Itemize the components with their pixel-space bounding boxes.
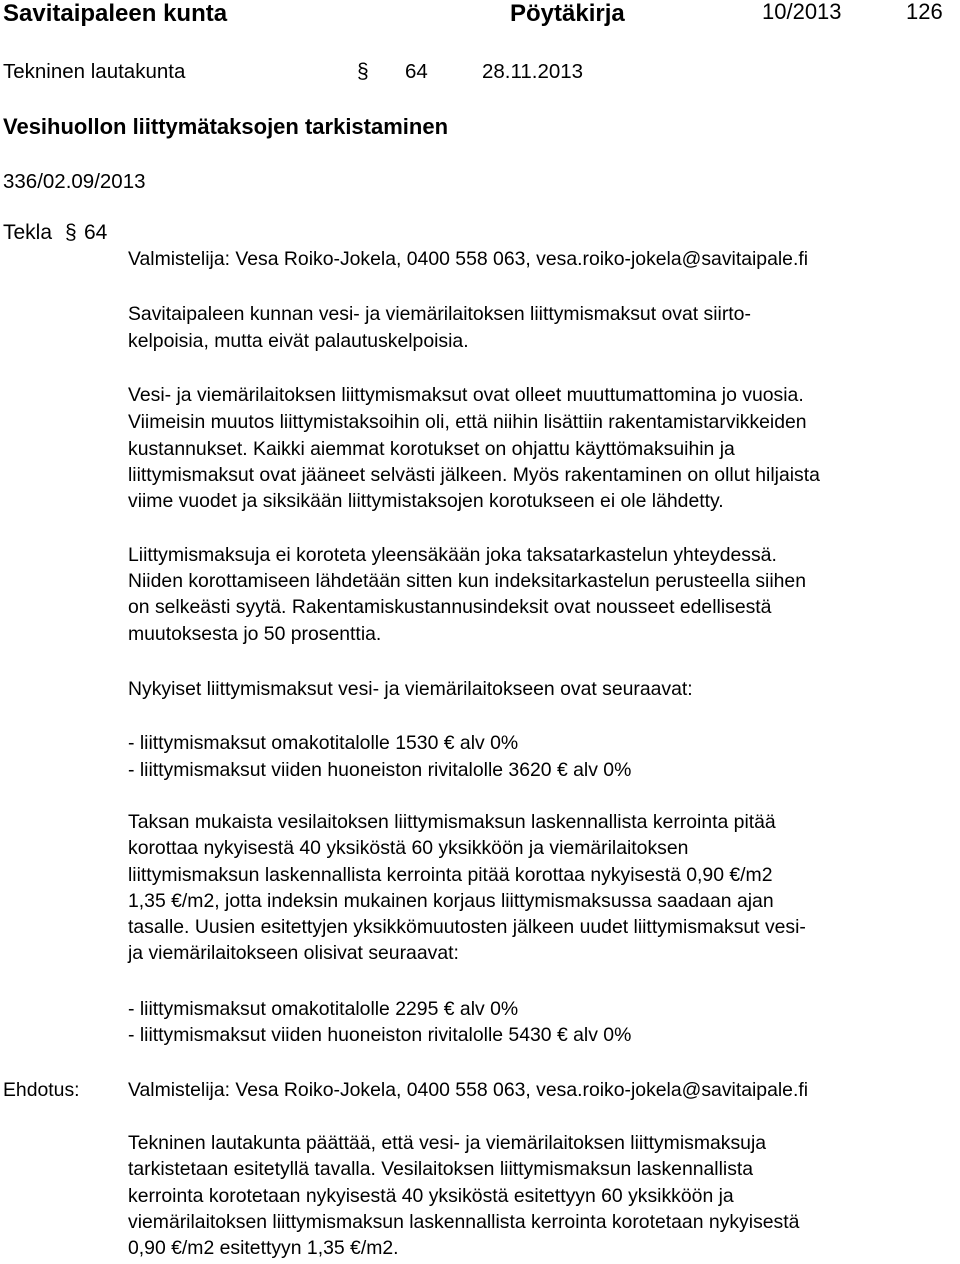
section-symbol-icon: § — [65, 221, 77, 244]
proposal-line: tarkistetaan esitetyllä tavalla. Vesilaitoksen liittymismaksun laskennallista — [128, 1158, 754, 1180]
fee-list-item: - liittymismaksut omakotitalolle 2295 € alv 0% — [128, 998, 519, 1020]
proposal-preparer-line: Valmistelija: Vesa Roiko-Jokela, 0400 558 063, vesa.roiko-jokela@savitaipale.fi — [128, 1079, 809, 1101]
body-line: liittymismaksut ovat jääneet selvästi jälkeen. Myös rakentaminen on ollut hiljaista — [128, 464, 820, 486]
body-line: Taksan mukaista vesilaitoksen liittymismaksun laskennallista kerrointa pitää — [128, 811, 776, 833]
preparer-line: Valmistelija: Vesa Roiko-Jokela, 0400 558 063, vesa.roiko-jokela@savitaipale.fi — [128, 248, 809, 270]
item-label: Tekla — [3, 221, 53, 244]
body-line: Nykyiset liittymismaksut vesi- ja viemärilaitokseen ovat seuraavat: — [128, 678, 693, 700]
body-line: Savitaipaleen kunnan vesi- ja viemärilaitoksen liittymismaksut ovat siirto- — [128, 303, 751, 325]
item-number: 64 — [84, 221, 108, 244]
record-id: 336/02.09/2013 — [3, 170, 146, 193]
proposal-label: Ehdotus: — [3, 1079, 80, 1101]
fee-list-item: - liittymismaksut viiden huoneiston rivitalolle 3620 € alv 0% — [128, 759, 632, 781]
page-number: 126 — [906, 0, 943, 24]
body-line: muutoksesta jo 50 prosenttia. — [128, 623, 382, 645]
body-line: Niiden korottamiseen lähdetään sitten kun indeksitarkastelun perusteella siihen — [128, 570, 807, 592]
proposal-line: kerrointa korotetaan nykyisestä 40 yksiköstä esitettyyn 60 yksikköön ja — [128, 1185, 734, 1207]
document-number: 10/2013 — [762, 0, 842, 24]
proposal-line: Tekninen lautakunta päättää, että vesi- ja viemärilaitoksen liittymismaksuja — [128, 1132, 767, 1154]
body-line: ja viemärilaitokseen olisivat seuraavat: — [128, 942, 459, 964]
body-line: Viimeisin muutos liittymistaksoihin oli, että niihin lisättiin rakentamistarvikkeiden — [128, 411, 807, 433]
fee-list-item: - liittymismaksut omakotitalolle 1530 € alv 0% — [128, 732, 519, 754]
proposal-line: viemärilaitoksen liittymismaksun laskennallista kerrointa korotetaan nykyisestä — [128, 1211, 800, 1233]
body-line: kustannukset. Kaikki aiemmat korotukset on ohjattu käyttömaksuihin ja — [128, 438, 735, 460]
body-line: korottaa nykyisestä 40 yksiköstä 60 yksikköön ja viemärilaitoksen — [128, 837, 689, 859]
body-line: liittymismaksun laskennallista kerrointa pitää korottaa nykyisestä 0,90 €/m2 — [128, 864, 773, 886]
meeting-board: Tekninen lautakunta — [3, 60, 186, 83]
body-line: Liittymismaksuja ei koroteta yleensäkään joka taksatarkastelun yhteydessä. — [128, 544, 777, 566]
document-type: Pöytäkirja — [510, 0, 625, 27]
body-line: on selkeästi syytä. Rakentamiskustannusindeksit ovat nousseet edellisestä — [128, 596, 772, 618]
body-line: kelpoisia, mutta eivät palautuskelpoisia. — [128, 330, 469, 352]
section-symbol-icon: § — [357, 60, 369, 83]
body-line: 1,35 €/m2, jotta indeksin mukainen korjaus liittymismaksussa saadaan ajan — [128, 890, 774, 912]
municipality-name: Savitaipaleen kunta — [3, 0, 228, 27]
body-line: viime vuodet ja siksikään liittymistaksojen korotukseen ei ole lähdetty. — [128, 490, 724, 512]
fee-list-item: - liittymismaksut viiden huoneiston rivitalolle 5430 € alv 0% — [128, 1024, 632, 1046]
page-title: Vesihuollon liittymätaksojen tarkistaminen — [3, 114, 449, 139]
proposal-line: 0,90 €/m2 esitettyyn 1,35 €/m2. — [128, 1237, 399, 1259]
body-line: tasalle. Uusien esitettyjen yksikkömuutosten jälkeen uudet liittymismaksut vesi- — [128, 916, 806, 938]
meeting-section: 64 — [405, 60, 428, 83]
body-line: Vesi- ja viemärilaitoksen liittymismaksut ovat olleet muuttumattomina jo vuosia. — [128, 384, 804, 406]
meeting-date: 28.11.2013 — [482, 60, 584, 83]
